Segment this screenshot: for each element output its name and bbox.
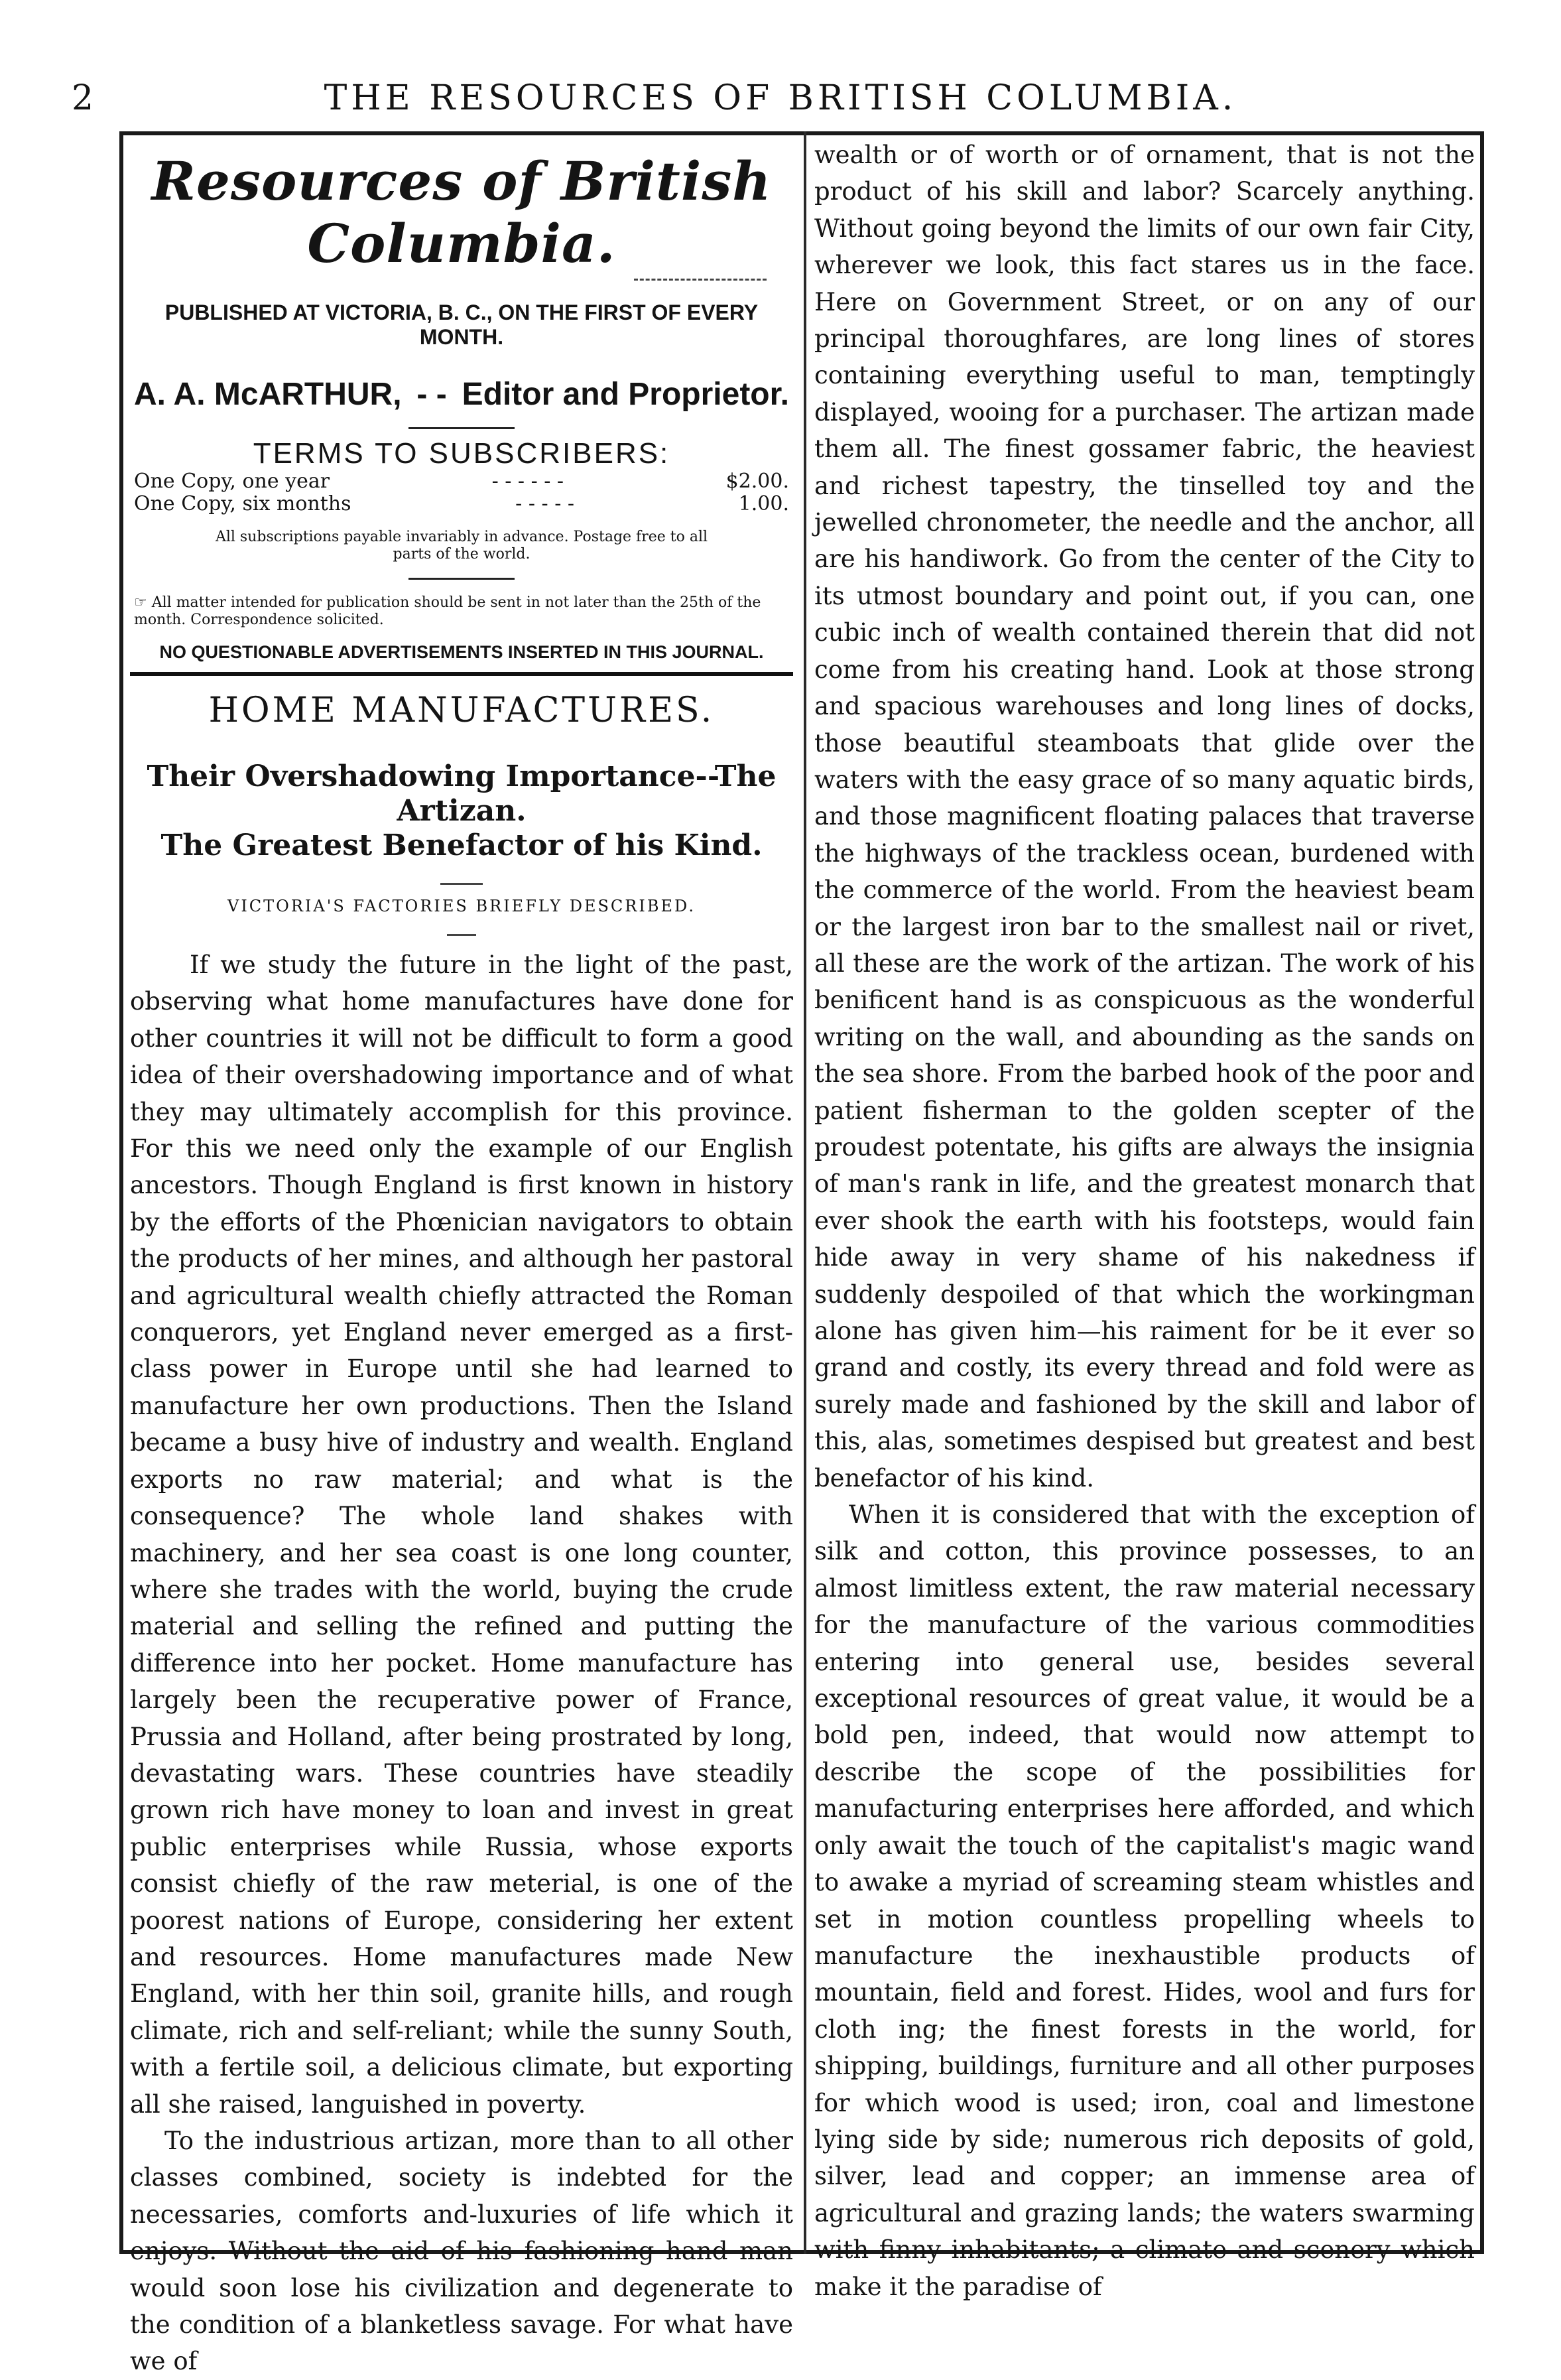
terms-rule (408, 427, 515, 429)
subscription-note: All subscriptions payable invariably in advance. Postage free to all parts of the world. (215, 529, 708, 562)
masthead-title: Resources of British Columbia. (151, 150, 772, 275)
published-line: PUBLISHED AT VICTORIA, B. C., ON THE FIRST OF EVERY MONTH. (164, 300, 759, 349)
price-dashes: - - - - - (515, 492, 574, 515)
price-dashes: - - - - - - (491, 470, 564, 493)
section-rule (447, 934, 476, 936)
editor-dashes: - - (416, 377, 447, 412)
price-label: One Copy, one year (134, 470, 330, 493)
price-row (130, 470, 793, 493)
running-head (0, 78, 1561, 131)
notes-rule (408, 578, 515, 580)
section-head: VICTORIA'S FACTORIES BRIEFLY DESCRIBED. (227, 897, 696, 915)
masthead-bottom-rule (130, 672, 793, 676)
article-paragraph: If we study the future in the light of the past, observing what home manufactures have done for other countries it will not be difficult to form a good idea of their overshadowing importance and of what they may ultimately accomplish for this province. For this we need only the example of our English ancestors. Though England is first known in history by the efforts of the Phœnician navigators to obtain the products of her mines, and although her pastoral and agricultural wealth chiefly attracted the Roman conquerors, yet England never emerged as a first-class power in Europe until she had learned to manufacture her own productions. Then the Island became a busy hive of industry and wealth. England exports no raw material; and what is the consequence? The whole land shakes with machinery, and her sea coast is one long counter, where she trades with the world, buying the crude material and selling the refined and putting the difference into her pocket. Home manufacture has largely been the recuperative power of France, Prussia and Holland, after being prostrated by long, devastating wars. These countries have steadily grown rich have money to loan and invest in great public enterprises while Russia, whose exports consist chiefly of the raw meterial, is one of the poorest nations of Europe, considering her extent and resources. Home manufactures made New England, with her thin soil, granite hills, and rough climate, rich and self-reliant; while the sunny South, with a fertile soil, a delicious climate, but exporting all she raised, languished in poverty. (130, 951, 793, 2119)
price-value: 1.00. (738, 492, 789, 515)
editor-name: A. A. McARTHUR, (134, 377, 402, 412)
terms-heading: TERMS TO SUBSCRIBERS: (253, 437, 670, 470)
no-ads-note: NO QUESTIONABLE ADVERTISEMENTS INSERTED IN THIS JOURNAL. (159, 642, 764, 662)
article-paragraph: wealth or of worth or of ornament, that is not the product of his skill and labor? Scarcely anything. Without going beyond the limits of our own fair City, wherever we look, this fact stares us in the face. Here on Government Street, or on any of our principal thoroughfares, are long lines of stores containing everything useful to man, temptingly displayed, wooing for a purchaser. The artizan made them all. The finest gossamer fabric, the heaviest and richest tapestry, the tinselled toy and the jewelled chronometer, the needle and the anchor, all are his handiwork. Go from the center of the City to its utmost boundary and point out, if you can, one cubic inch of wealth contained therein that did not come from his creating hand. Look at those strong and spacious warehouses and long lines of docks, those beautiful steamboats that glide over the waters with the easy grace of so many aquatic birds, and those magnificent floating palaces that traverse the highways of the trackless ocean, burdened with the commerce of the world. From the heaviest beam or the largest iron bar to the smallest nail or rivet, all these are the work of the artizan. The work of his benificent hand is as conspicuous as the wonderful writing on the wall, and abounding as the sands on the sea shore. From the barbed hook of the poor and patient fisherman to the golden scepter of the proudest potentate, his gifts are always the insignia of man's rank in life, and the greatest monarch that ever shook the earth with his footsteps, would fain hide away in very shame of his nakedness if suddenly despoiled of that which the workingman alone has given him—his raiment for be it ever so grand and costly, its every thread and fold were as surely made and fashioned by the skill and labor of this, alas, sometimes despised but greatest and best benefactor of his kind. (814, 141, 1475, 1492)
subhead-line-2: The Greatest Benefactor of his Kind. (160, 828, 763, 862)
right-column (814, 137, 1475, 2301)
article-paragraph: When it is considered that with the exception of silk and cotton, this province possesses, to an almost limitless extent, the raw material necessary for the manufacture of the various commodities entering into general use, besides several exceptional resources of great value, it would be a bold pen, indeed, that would now attempt to describe the scope of the possibilities for manufacturing enterprises here afforded, and which only await the touch of the capitalist's magic wand to awake a myriad of screaming steam whistles and set in motion countless propelling wheels to manufacture the inexhaustible products of mountain, field and forest. Hides, wool and furs for cloth ing; the finest forests in the world, for shipping, buildings, furniture and all other purposes for which wood is used; iron, coal and limestone lying side by side; numerous rich deposits of gold, silver, lead and copper; an immense area of agricultural and grazing lands; the waters swarming with finny inhabitants; a climate and scenery which make it the paradise of (814, 1500, 1475, 2301)
pointing-hand-icon: ☞ (134, 594, 147, 611)
running-title: THE RESOURCES OF BRITISH COLUMBIA. (324, 78, 1237, 118)
subhead-line-1: Their Overshadowing Importance--The Artizan. (147, 760, 777, 828)
article-paragraph: To the industrious artizan, more than to all other classes combined, society is indebted for the necessaries, comforts and-luxuries of life which it enjoys. Without the aid of his fashioning hand man would soon lose his civilization and degenerate to the condition of a blanketless savage. For what have we of (130, 2127, 793, 2376)
editor-role: Editor and Proprietor. (462, 377, 789, 412)
price-row (130, 493, 793, 515)
page-number: 2 (72, 78, 94, 118)
matter-note (130, 594, 793, 629)
masthead-dash-rule (634, 279, 767, 281)
price-label: One Copy, six months (134, 492, 351, 515)
column-rule (804, 131, 806, 2254)
subhead-rule (440, 883, 483, 885)
left-column (130, 137, 793, 2376)
price-value: $2.00. (725, 470, 789, 493)
editor-line (130, 376, 793, 413)
article-title: HOME MANUFACTURES. (208, 691, 715, 730)
matter-note-text: All matter intended for publication should be sent in not later than the 25th of the month. Correspondence solicited. (134, 594, 761, 628)
article-subhead (130, 760, 793, 863)
